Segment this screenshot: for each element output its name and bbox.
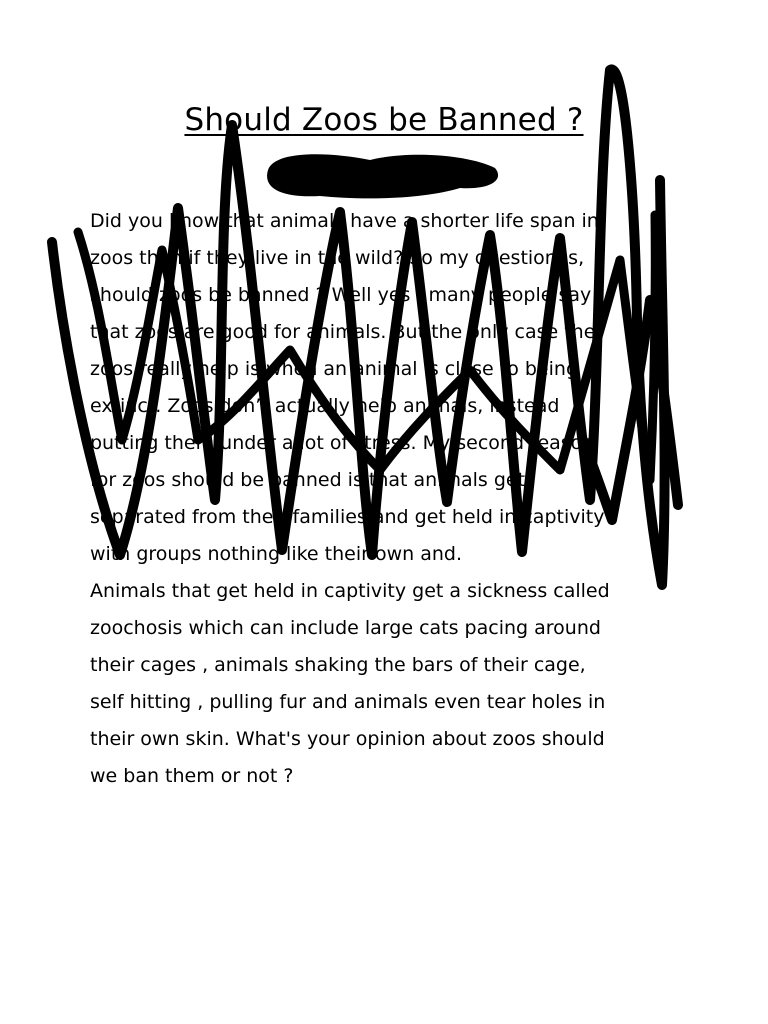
name-redaction-blob [267,154,498,198]
body-line: their own skin. What's your opinion about zoos should [90,728,605,750]
body-line: Did you know that animals have a shorter life span in [90,210,599,232]
body-line: with groups nothing like their own and. [90,543,463,565]
body-line: zoochosis which can include large cats pacing around [90,617,601,639]
body-line: separated from their families and get held in captivity [90,506,605,528]
body-line: we ban them or not ? [90,765,294,787]
body-line: for zoos should be banned is that animals get [90,469,526,491]
body-line: should zoos be banned ? Well yes , many people say [90,284,592,306]
document-body [90,203,690,795]
body-line: Animals that get held in captivity get a sickness called [90,580,610,602]
body-line: extinct. Zoos don’t actually help animals, instead [90,395,560,417]
body-line: self hitting , pulling fur and animals even tear holes in [90,691,606,713]
body-line: their cages , animals shaking the bars of their cage, [90,654,586,676]
body-line: putting them under a lot of stress. My second reason [90,432,595,454]
document-title: Should Zoos be Banned ? [184,102,584,138]
body-line: zoos really help is when an animal is close to being [90,358,579,380]
body-line: zoos than if they live in the wild? So my question is, [90,247,585,269]
body-line: that zoos are good for animals. But the only case the [90,321,596,343]
